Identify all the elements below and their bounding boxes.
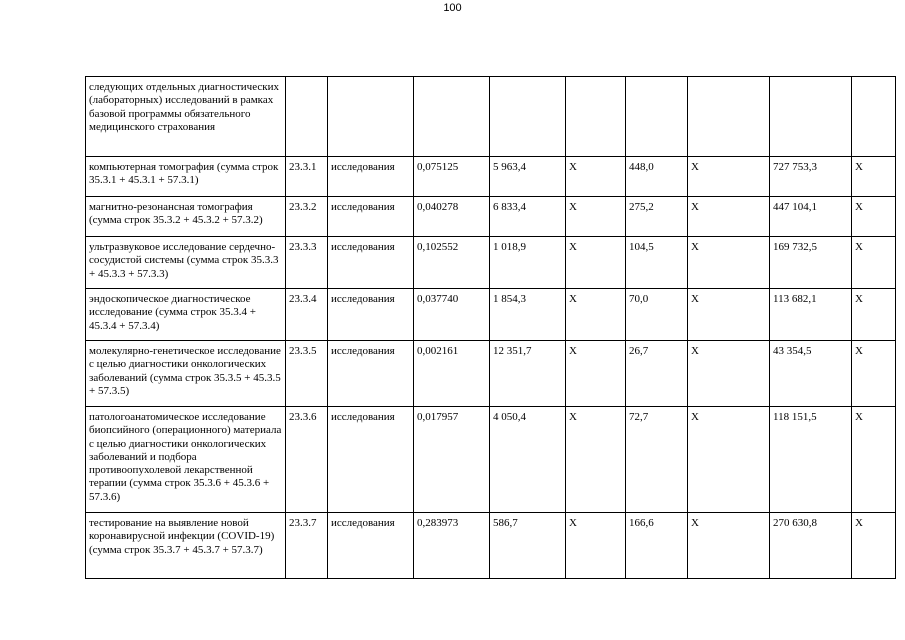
x-cell (566, 77, 626, 157)
cost-cell: 586,7 (490, 513, 566, 579)
cost-cell: 1 018,9 (490, 237, 566, 289)
row-code-cell: 23.3.2 (286, 197, 328, 237)
x-cell: X (852, 513, 896, 579)
sum-cell: 447 104,1 (770, 197, 852, 237)
row-code-cell: 23.3.7 (286, 513, 328, 579)
unit-cell (328, 77, 414, 157)
sum-cell: 43 354,5 (770, 341, 852, 407)
x-cell: X (566, 341, 626, 407)
x-cell (852, 77, 896, 157)
x-cell: X (566, 197, 626, 237)
x-cell: X (688, 237, 770, 289)
x-cell: X (688, 407, 770, 513)
table-row (86, 77, 896, 157)
unit-cell: исследования (328, 237, 414, 289)
sum-cell: 270 630,8 (770, 513, 852, 579)
table-row (86, 513, 896, 579)
value-cell: 166,6 (626, 513, 688, 579)
cost-cell: 12 351,7 (490, 341, 566, 407)
value-cell: 70,0 (626, 289, 688, 341)
x-cell: X (852, 197, 896, 237)
table-row (86, 407, 896, 513)
x-cell: X (688, 341, 770, 407)
row-name-cell: эндоскопическое диагностическое исследование (сумма строк 35.3.4 + 45.3.4 + 57.3.4) (86, 289, 286, 341)
norm-cell: 0,283973 (414, 513, 490, 579)
row-name-cell: тестирование на выявление новой коронавирусной инфекции (COVID-19) (сумма строк 35.3.7 + 45.3.7 + 57.3.7) (86, 513, 286, 579)
x-cell: X (688, 289, 770, 341)
cost-cell: 6 833,4 (490, 197, 566, 237)
x-cell: X (566, 407, 626, 513)
value-cell: 26,7 (626, 341, 688, 407)
unit-cell: исследования (328, 407, 414, 513)
sum-cell: 113 682,1 (770, 289, 852, 341)
cost-cell (490, 77, 566, 157)
x-cell: X (852, 237, 896, 289)
unit-cell: исследования (328, 341, 414, 407)
x-cell: X (852, 289, 896, 341)
table-row (86, 197, 896, 237)
norm-cell: 0,002161 (414, 341, 490, 407)
row-code-cell: 23.3.6 (286, 407, 328, 513)
value-cell: 104,5 (626, 237, 688, 289)
x-cell: X (688, 157, 770, 197)
norm-cell: 0,040278 (414, 197, 490, 237)
table-row (86, 157, 896, 197)
row-name-cell: патологоанатомическое исследование биопсийного (операционного) материала с целью диагностики онкологических заболеваний и подбора противоопухолевой лекарственной терапии (сумма строк 35.3.6 + 45.3.6 + 57.3.6) (86, 407, 286, 513)
row-name-cell: компьютерная томография (сумма строк 35.3.1 + 45.3.1 + 57.3.1) (86, 157, 286, 197)
unit-cell: исследования (328, 289, 414, 341)
x-cell (688, 77, 770, 157)
norm-cell: 0,017957 (414, 407, 490, 513)
unit-cell: исследования (328, 197, 414, 237)
sum-cell: 727 753,3 (770, 157, 852, 197)
x-cell: X (688, 513, 770, 579)
value-cell: 275,2 (626, 197, 688, 237)
sum-cell: 169 732,5 (770, 237, 852, 289)
table-row (86, 237, 896, 289)
cost-cell: 4 050,4 (490, 407, 566, 513)
sum-cell: 118 151,5 (770, 407, 852, 513)
unit-cell: исследования (328, 513, 414, 579)
row-name-cell: магнитно-резонансная томография (сумма строк 35.3.2 + 45.3.2 + 57.3.2) (86, 197, 286, 237)
row-name-cell: следующих отдельных диагностических (лабораторных) исследований в рамках базовой программы обязательного медицинского страхования (86, 77, 286, 157)
x-cell: X (852, 157, 896, 197)
x-cell: X (566, 237, 626, 289)
x-cell: X (852, 341, 896, 407)
page-number: 100 (443, 2, 462, 14)
table-row (86, 289, 896, 341)
x-cell: X (852, 407, 896, 513)
row-code-cell: 23.3.3 (286, 237, 328, 289)
sum-cell (770, 77, 852, 157)
data-table (85, 76, 896, 579)
x-cell: X (566, 157, 626, 197)
row-code-cell: 23.3.5 (286, 341, 328, 407)
row-code-cell (286, 77, 328, 157)
value-cell: 72,7 (626, 407, 688, 513)
row-code-cell: 23.3.1 (286, 157, 328, 197)
value-cell (626, 77, 688, 157)
table-row (86, 341, 896, 407)
value-cell: 448,0 (626, 157, 688, 197)
cost-cell: 1 854,3 (490, 289, 566, 341)
x-cell: X (688, 197, 770, 237)
row-code-cell: 23.3.4 (286, 289, 328, 341)
row-name-cell: молекулярно-генетическое исследование с целью диагностики онкологических заболеваний (сумма строк 35.3.5 + 45.3.5 + 57.3.5) (86, 341, 286, 407)
norm-cell: 0,102552 (414, 237, 490, 289)
x-cell: X (566, 513, 626, 579)
norm-cell: 0,037740 (414, 289, 490, 341)
norm-cell: 0,075125 (414, 157, 490, 197)
cost-cell: 5 963,4 (490, 157, 566, 197)
row-name-cell: ультразвуковое исследование сердечно-сосудистой системы (сумма строк 35.3.3 + 45.3.3 + 57.3.3) (86, 237, 286, 289)
x-cell: X (566, 289, 626, 341)
norm-cell (414, 77, 490, 157)
unit-cell: исследования (328, 157, 414, 197)
